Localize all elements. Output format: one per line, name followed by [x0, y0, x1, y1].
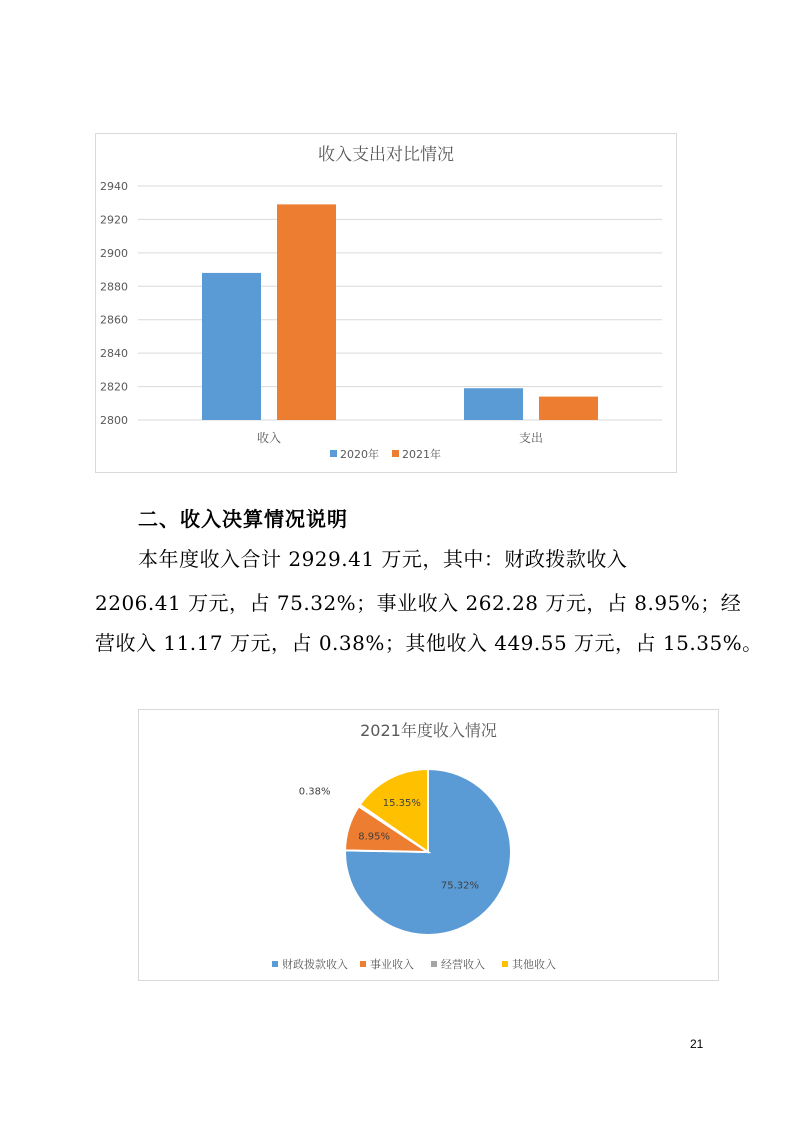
y-tick-label: 2860 [100, 313, 128, 327]
bar [202, 273, 261, 420]
y-tick-label: 2840 [100, 347, 128, 361]
legend-swatch [272, 961, 278, 967]
y-tick-label: 2880 [100, 280, 128, 294]
legend-label: 经营收入 [441, 958, 485, 971]
y-tick-label: 2820 [100, 380, 128, 394]
legend-swatch [502, 961, 508, 967]
paragraph-line-3: 营收入 11.17 万元，占 0.38%；其他收入 449.55 万元，占 15.35%。 [95, 631, 763, 655]
pie-data-label: 15.35% [382, 797, 421, 809]
legend-swatch [330, 450, 337, 457]
bar-chart-title: 收入支出对比情况 [318, 145, 454, 165]
y-tick-label: 2900 [100, 246, 128, 260]
y-tick-label: 2920 [100, 213, 128, 227]
bar [539, 397, 598, 420]
x-category-label: 支出 [518, 431, 544, 445]
paragraph-line-1: 本年度收入合计 2929.41 万元，其中：财政拨款收入 [138, 547, 628, 571]
bar [464, 388, 523, 420]
y-tick-label: 2940 [100, 180, 128, 193]
section-heading: 二、收入决算情况说明 [138, 507, 348, 531]
pie-data-label: 8.95% [358, 831, 390, 843]
pie-chart-title: 2021年度收入情况 [360, 721, 497, 740]
legend-swatch [360, 961, 366, 967]
bar-chart [95, 133, 677, 473]
legend-swatch [431, 961, 437, 967]
pie-data-label: 0.38% [298, 786, 331, 798]
legend-label: 财政拨款收入 [282, 958, 348, 971]
bar-chart-svg [96, 134, 676, 472]
y-tick-label: 2800 [100, 414, 128, 427]
page-number: 21 [690, 1037, 704, 1051]
legend-label: 事业收入 [370, 958, 414, 971]
pie-data-label: 75.32% [440, 880, 480, 892]
pie-chart [138, 709, 719, 981]
pie-chart-svg [139, 710, 718, 980]
bar [277, 204, 336, 420]
legend-label: 2020年 [340, 448, 379, 461]
x-category-label: 收入 [256, 431, 282, 445]
legend-label: 2021年 [402, 448, 441, 461]
paragraph-line-2: 2206.41 万元，占 75.32%；事业收入 262.28 万元，占 8.95%；经 [95, 591, 742, 615]
legend-label: 其他收入 [512, 958, 556, 971]
legend-swatch [392, 450, 399, 457]
